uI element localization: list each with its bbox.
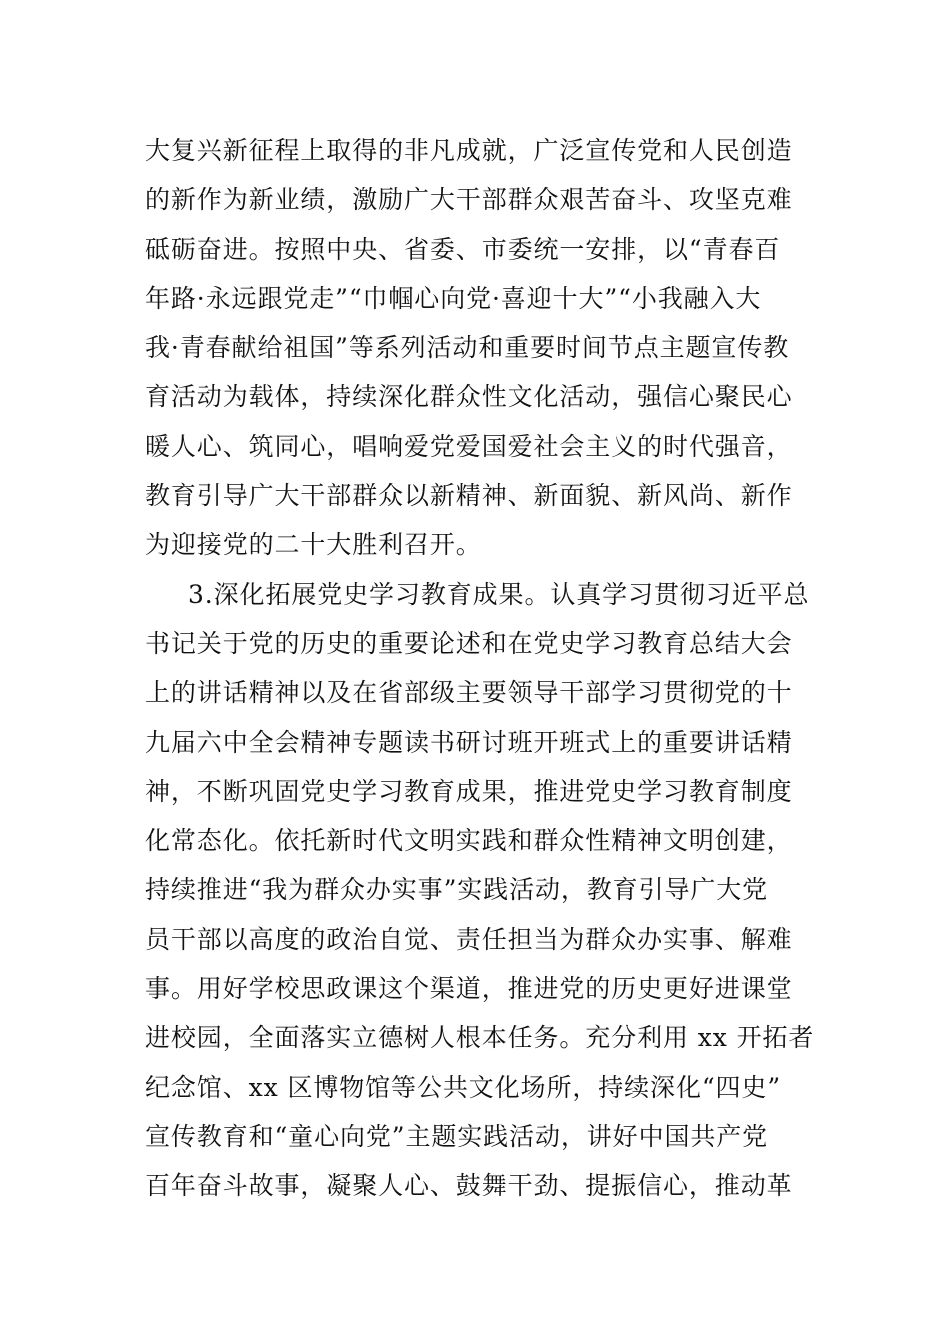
text-line: 持续推进“我为群众办实事”实践活动，教育引导广大党 <box>145 875 769 905</box>
text-line: 宣传教育和“童心向党”主题实践活动，讲好中国共产党 <box>145 1121 769 1151</box>
text-line: 的新作为新业绩，激励广大干部群众艰苦奋斗、攻坚克难 <box>145 185 793 215</box>
text-line: 百年奋斗故事，凝聚人心、鼓舞干劲、提振信心，推动革 <box>145 1171 793 1201</box>
text-line: 进校园，全面落实立德树人根本任务。充分利用 xx 开拓者 <box>145 1023 815 1053</box>
text-line: 九届六中全会精神专题读书研讨班开班式上的重要讲话精 <box>145 727 793 757</box>
text-line: 育活动为载体，持续深化群众性文化活动，强信心聚民心 <box>145 382 793 412</box>
body-text <box>145 126 815 1211</box>
text-line: 年路·永远跟党走”“巾帼心向党·喜迎十大”“小我融入大 <box>145 283 762 313</box>
text-line: 暖人心、筑同心，唱响爱党爱国爱社会主义的时代强音， <box>145 431 793 461</box>
text-line: 纪念馆、xx 区博物馆等公共文化场所，持续深化“四史” <box>145 1072 782 1102</box>
section-heading-line: 3.深化拓展党史学习教育成果。认真学习贯彻习近平总 <box>188 579 810 609</box>
text-line: 员干部以高度的政治自觉、责任担当为群众办实事、解难 <box>145 924 793 954</box>
text-line: 书记关于党的历史的重要论述和在党史学习教育总结大会 <box>145 628 793 658</box>
text-line: 大复兴新征程上取得的非凡成就，广泛宣传党和人民创造 <box>145 136 793 165</box>
text-line: 为迎接党的二十大胜利召开。 <box>145 530 482 560</box>
text-line: 砥砺奋进。按照中央、省委、市委统一安排，以“青春百 <box>145 234 781 264</box>
text-line: 上的讲话精神以及在省部级主要领导干部学习贯彻党的十 <box>145 678 793 708</box>
text-line: 教育引导广大干部群众以新精神、新面貌、新风尚、新作 <box>145 481 793 511</box>
text-line: 神，不断巩固党史学习教育成果，推进党史学习教育制度 <box>145 776 793 806</box>
text-line: 我·青春献给祖国”等系列活动和重要时间节点主题宣传教 <box>145 333 790 363</box>
text-line: 化常态化。依托新时代文明实践和群众性精神文明创建， <box>145 826 793 856</box>
text-line: 事。用好学校思政课这个渠道，推进党的历史更好进课堂 <box>145 974 793 1004</box>
